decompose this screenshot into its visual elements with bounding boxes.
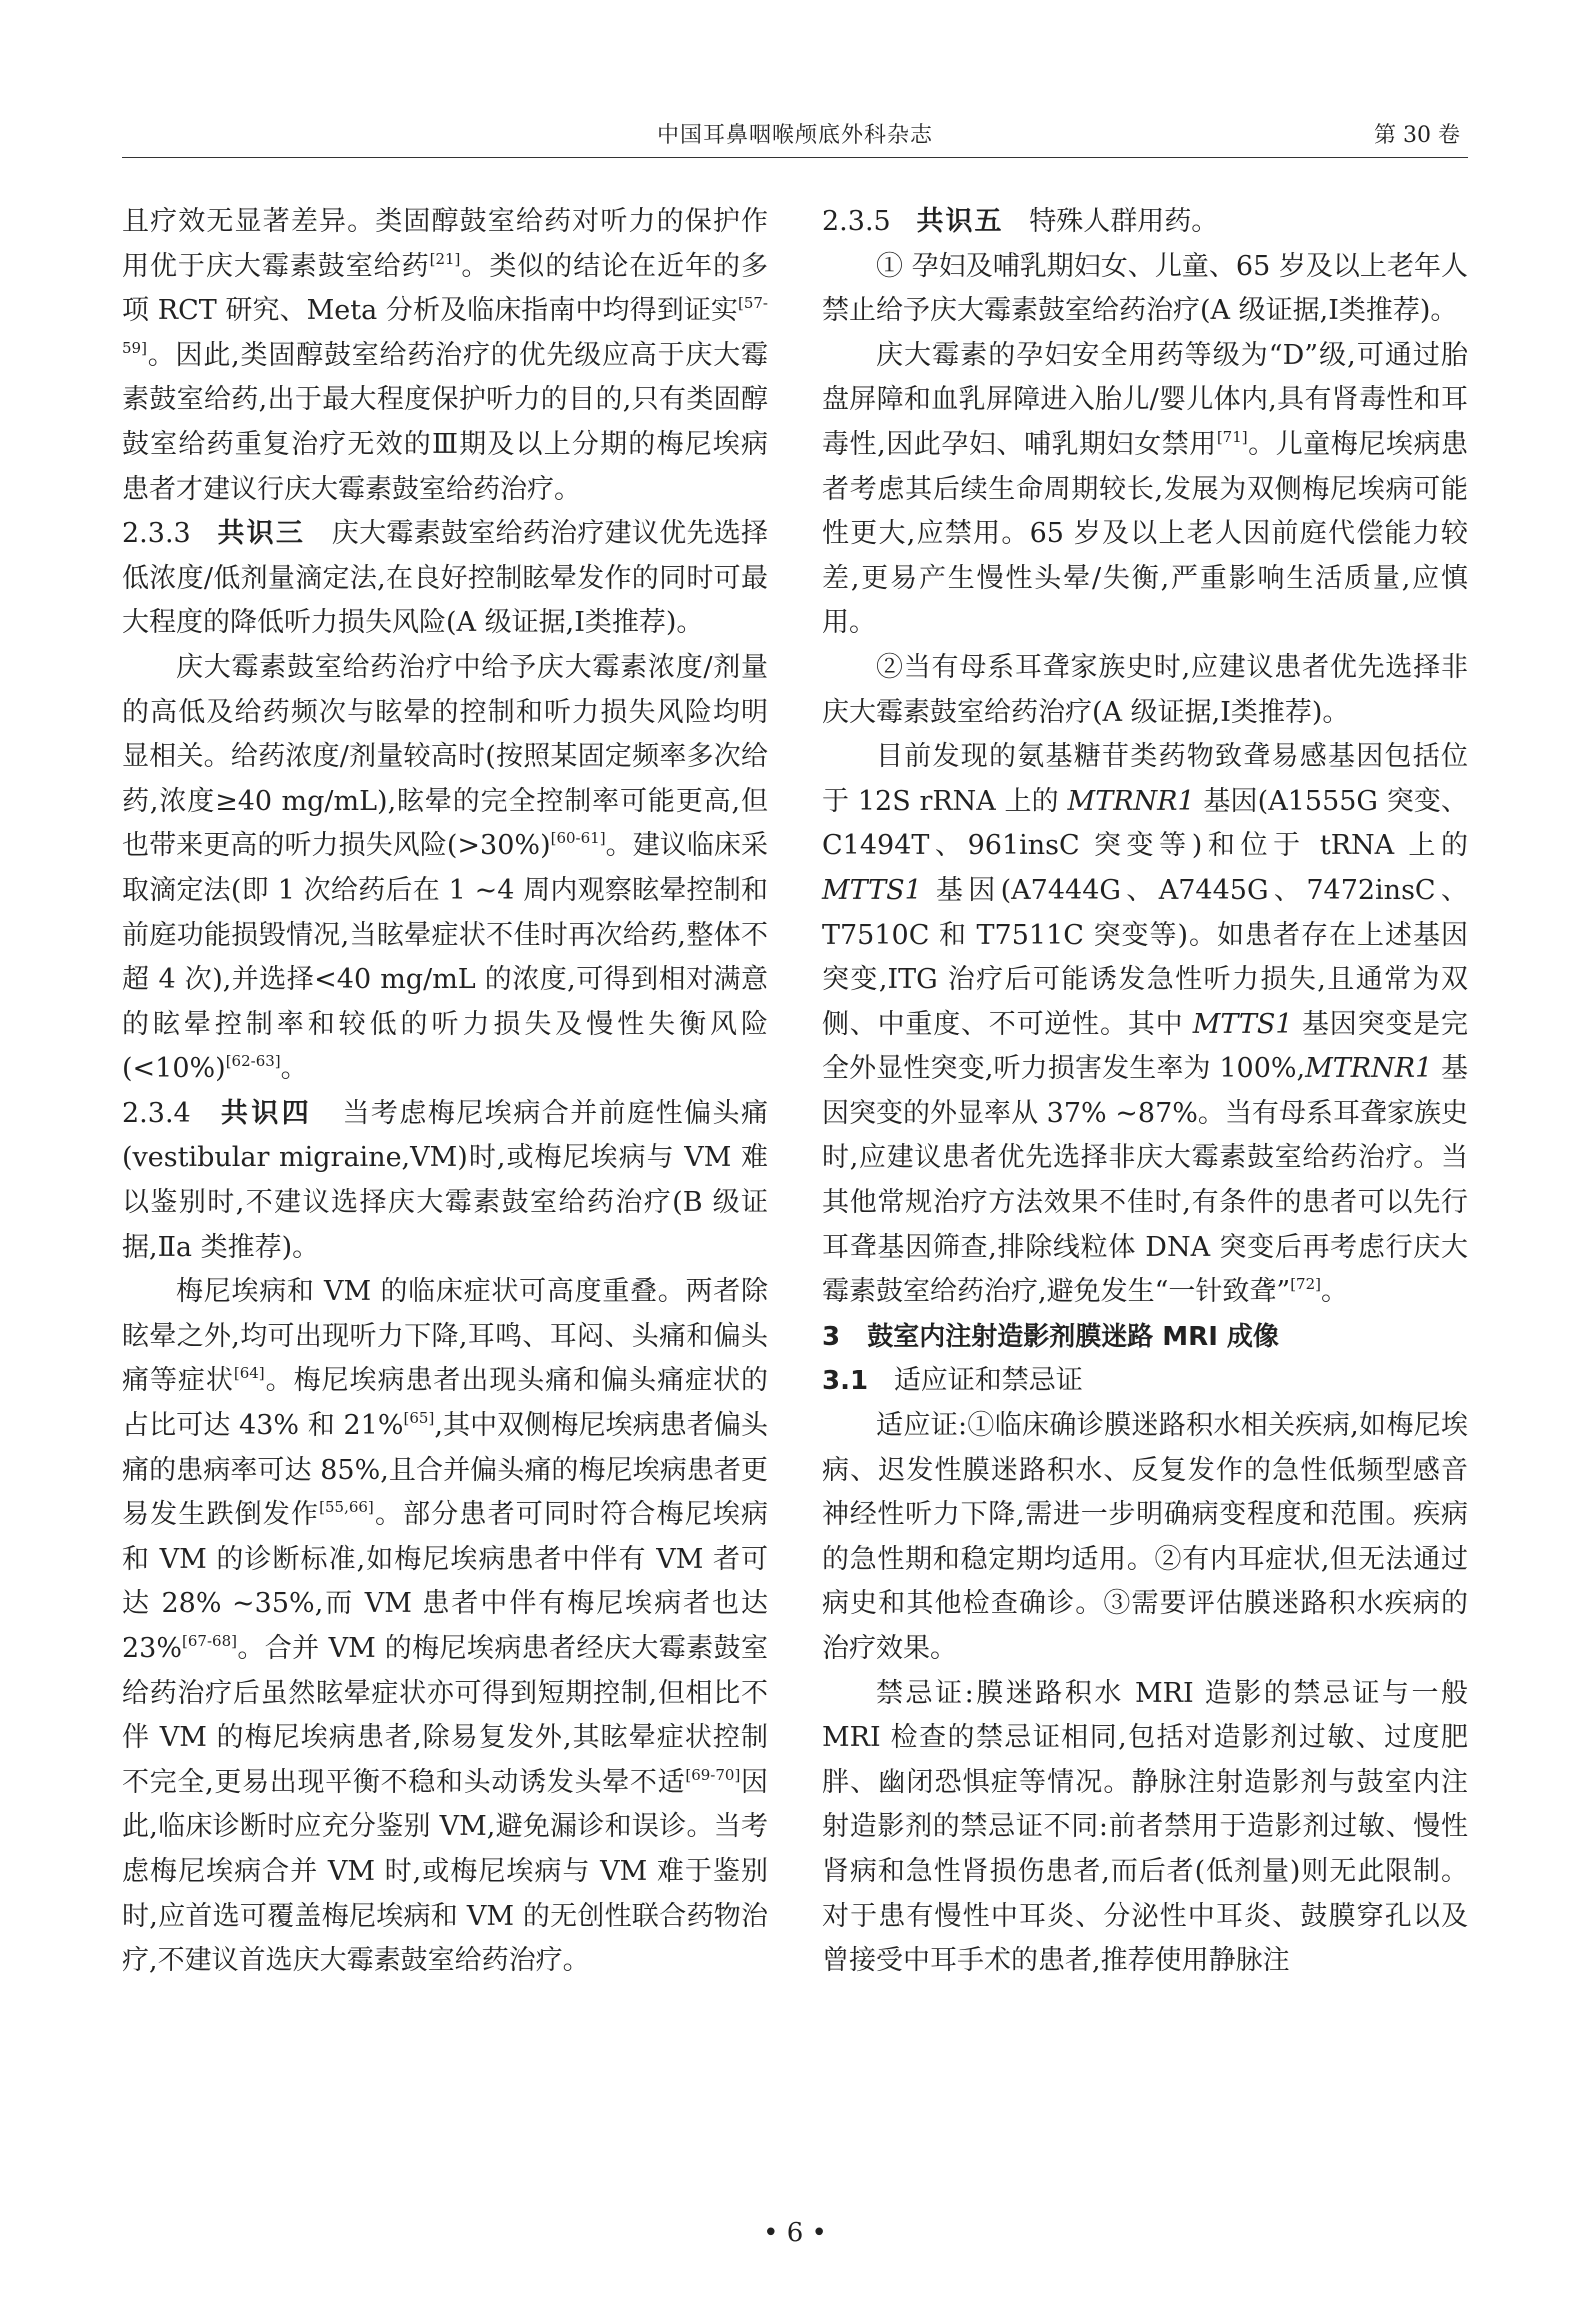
volume-number: 第 30 卷 xyxy=(1374,123,1460,148)
paragraph: 且疗效无显著差异。类固醇鼓室给药对听力的保护作用优于庆大霉素鼓室给药[21]。类似的结论在近年的多项 RCT 研究、Meta 分析及临床指南中均得到证实[57-59]。因此,类固醇鼓室给药治疗的优先级应高于庆大霉素鼓室给药,出于最大程度保护听力的目的,只有类固醇鼓室给药重复治疗无效的Ⅲ期及以上分期的梅尼埃病患者才建议行庆大霉素鼓室给药治疗。 xyxy=(122,206,769,505)
citation[interactable]: [65] xyxy=(403,1409,435,1428)
consensus-label: 共识三 xyxy=(217,518,306,550)
consensus-text: 特殊人群用药。 xyxy=(1029,206,1219,237)
section-number: 2.3.3 xyxy=(122,518,191,550)
page-number: • 6 • xyxy=(763,2218,827,2248)
right-column xyxy=(822,200,1468,1984)
gene-name: MTRNR1 xyxy=(1067,785,1195,817)
section-number: 2.3.4 xyxy=(122,1097,191,1129)
consensus-heading-235 xyxy=(822,200,1468,245)
left-column xyxy=(122,200,768,1984)
section-number: 2.3.5 xyxy=(822,206,891,237)
section-number: 3 xyxy=(822,1321,841,1352)
gene-name: MTTS1 xyxy=(1192,1008,1293,1040)
section-title: 鼓室内注射造影剂膜迷路 MRI 成像 xyxy=(867,1321,1279,1352)
citation[interactable]: [72] xyxy=(1290,1275,1321,1294)
consensus-text: 当考虑梅尼埃病合并前庭性偏头痛(vestibular migraine,VM)时,或梅尼埃病与 VM 难以鉴别时,不建议选择庆大霉素鼓室给药治疗(B 级证据,Ⅱa 类推荐)。 xyxy=(122,1097,769,1263)
citation[interactable]: [57-59] xyxy=(122,294,768,357)
journal-title: 中国耳鼻咽喉颅底外科杂志 xyxy=(656,123,933,148)
subsection-heading-31 xyxy=(822,1359,1468,1404)
consensus-label: 共识五 xyxy=(916,206,1004,237)
consensus-item-2: ②当有母系耳聋家族史时,应建议患者优先选择非庆大霉素鼓室给药治疗(A 级证据,Ⅰ类推荐)。 xyxy=(822,651,1468,728)
paragraph: 庆大霉素的孕妇安全用药等级为“D”级,可通过胎盘屏障和血乳屏障进入胎儿/婴儿体内,具有肾毒性和耳毒性,因此孕妇、哺乳期妇女禁用[71]。儿童梅尼埃病患者考虑其后续生命周期较长,发展为双侧梅尼埃病可能性更大,应禁用。65 岁及以上老人因前庭代偿能力较差,更易产生慢性头晕/失衡,严重影响生活质量,应慎用。 xyxy=(822,339,1468,639)
citation[interactable]: [60-61] xyxy=(550,829,606,848)
paragraph: 目前发现的氨基糖苷类药物致聋易感基因包括位于 12S rRNA 上的 MTRNR1 基因(A1555G 突变、C1494T、961insC 突变等)和位于 tRNA 上的 MTTS1 基因(A7444G、A7445G、7472insC、T7510C 和 T7511C 突变等)。如患者存在上述基因突变,ITG 治疗后可能诱发急性听力损失,且通常为双侧、中重度、不可逆性。其中 MTTS1 基因突变是完全外显性突变,听力损害发生率为 100%,MTRNR1 基因突变的外显率从 37% ~87%。当有母系耳聋家族史时,应建议患者优先选择非庆大霉素鼓室给药治疗。当其他常规治疗方法效果不佳时,有条件的患者可以先行耳聋基因筛查,排除线粒体 DNA 突变后再考虑行庆大霉素鼓室给药治疗,避免发生“一针致聋”[72]。 xyxy=(822,741,1469,1308)
paragraph: 适应证:①临床确诊膜迷路积水相关疾病,如梅尼埃病、迟发性膜迷路积水、反复发作的急性低频型感音神经性听力下降,需进一步明确病变程度和范围。疾病的急性期和稳定期均适用。②有内耳症状,但无法通过病史和其他检查确诊。③需要评估膜迷路积水疾病的治疗效果。 xyxy=(822,1410,1468,1664)
paragraph: 梅尼埃病和 VM 的临床症状可高度重叠。两者除眩晕之外,均可出现听力下降,耳鸣、耳闷、头痛和偏头痛等症状[64]。梅尼埃病患者出现头痛和偏头痛症状的占比可达 43% 和 21%[65],其中双侧梅尼埃病患者偏头痛的患病率可达 85%,且合并偏头痛的梅尼埃病患者更易发生跌倒发作[55,66]。部分患者可同时符合梅尼埃病和 VM 的诊断标准,如梅尼埃病患者中伴有 VM 者可达 28% ~35%,而 VM 患者中伴有梅尼埃病者也达 23%[67-68]。合并 VM 的梅尼埃病患者经庆大霉素鼓室给药治疗后虽然眩晕症状亦可得到短期控制,但相比不伴 VM 的梅尼埃病患者,除易复发外,其眩晕症状控制不完全,更易出现平衡不稳和头动诱发头晕不适[69-70]因此,临床诊断时应充分鉴别 VM,避免漏诊和误诊。当考虑梅尼埃病合并 VM 时,或梅尼埃病与 VM 难于鉴别时,应首选可覆盖梅尼埃病和 VM 的无创性联合药物治疗,不建议首选庆大霉素鼓室给药治疗。 xyxy=(122,1276,769,1977)
consensus-label: 共识四 xyxy=(220,1097,313,1129)
consensus-item-1: ① 孕妇及哺乳期妇女、儿童、65 岁及以上老年人禁止给予庆大霉素鼓室给药治疗(A 级证据,Ⅰ类推荐)。 xyxy=(822,250,1468,327)
section-number: 3.1 xyxy=(822,1366,869,1397)
section-heading-3 xyxy=(822,1315,1468,1360)
citation[interactable]: [21] xyxy=(429,249,461,268)
citation[interactable]: [67-68] xyxy=(182,1632,237,1650)
consensus-heading-233 xyxy=(122,512,768,646)
consensus-heading-234 xyxy=(122,1092,768,1270)
citation[interactable]: [64] xyxy=(233,1364,265,1383)
section-title: 适应证和禁忌证 xyxy=(893,1365,1083,1397)
citation[interactable]: [62-63] xyxy=(225,1052,281,1071)
citation[interactable]: [71] xyxy=(1216,427,1248,446)
citation[interactable]: [69-70] xyxy=(685,1765,741,1784)
paragraph: 禁忌证:膜迷路积水 MRI 造影的禁忌证与一般 MRI 检查的禁忌证相同,包括对造影剂过敏、过度肥胖、幽闭恐惧症等情况。静脉注射造影剂与鼓室内注射造影剂的禁忌证不同:前者禁用于造影剂过敏、慢性肾病和急性肾损伤患者,而后者(低剂量)则无此限制。对于患有慢性中耳炎、分泌性中耳炎、鼓膜穿孔以及曾接受中耳手术的患者,推荐使用静脉注 xyxy=(822,1677,1468,1977)
gene-name: MTRNR1 xyxy=(1305,1053,1433,1085)
citation[interactable]: [55,66] xyxy=(319,1498,374,1517)
consensus-text: 庆大霉素鼓室给药治疗建议优先选择低浓度/低剂量滴定法,在良好控制眩晕发作的同时可最大程度的降低听力损失风险(A 级证据,Ⅰ类推荐)。 xyxy=(122,518,769,639)
gene-name: MTTS1 xyxy=(822,874,922,906)
paragraph: 庆大霉素鼓室给药治疗中给予庆大霉素浓度/剂量的高低及给药频次与眩晕的控制和听力损失风险均明显相关。给药浓度/剂量较高时(按照某固定频率多次给药,浓度≥40 mg/mL),眩晕的完全控制率可能更高,但也带来更高的听力损失风险(>30%)[60-61]。建议临床采取滴定法(即 1 次给药后在 1 ~4 周内观察眩晕控制和前庭功能损毁情况,当眩晕症状不佳时再次给药,整体不超 4 次),并选择<40 mg/mL 的浓度,可得到相对满意的眩晕控制率和较低的听力损失及慢性失衡风险(<10%)[62-63]。 xyxy=(122,651,769,1085)
running-header xyxy=(122,112,1468,158)
